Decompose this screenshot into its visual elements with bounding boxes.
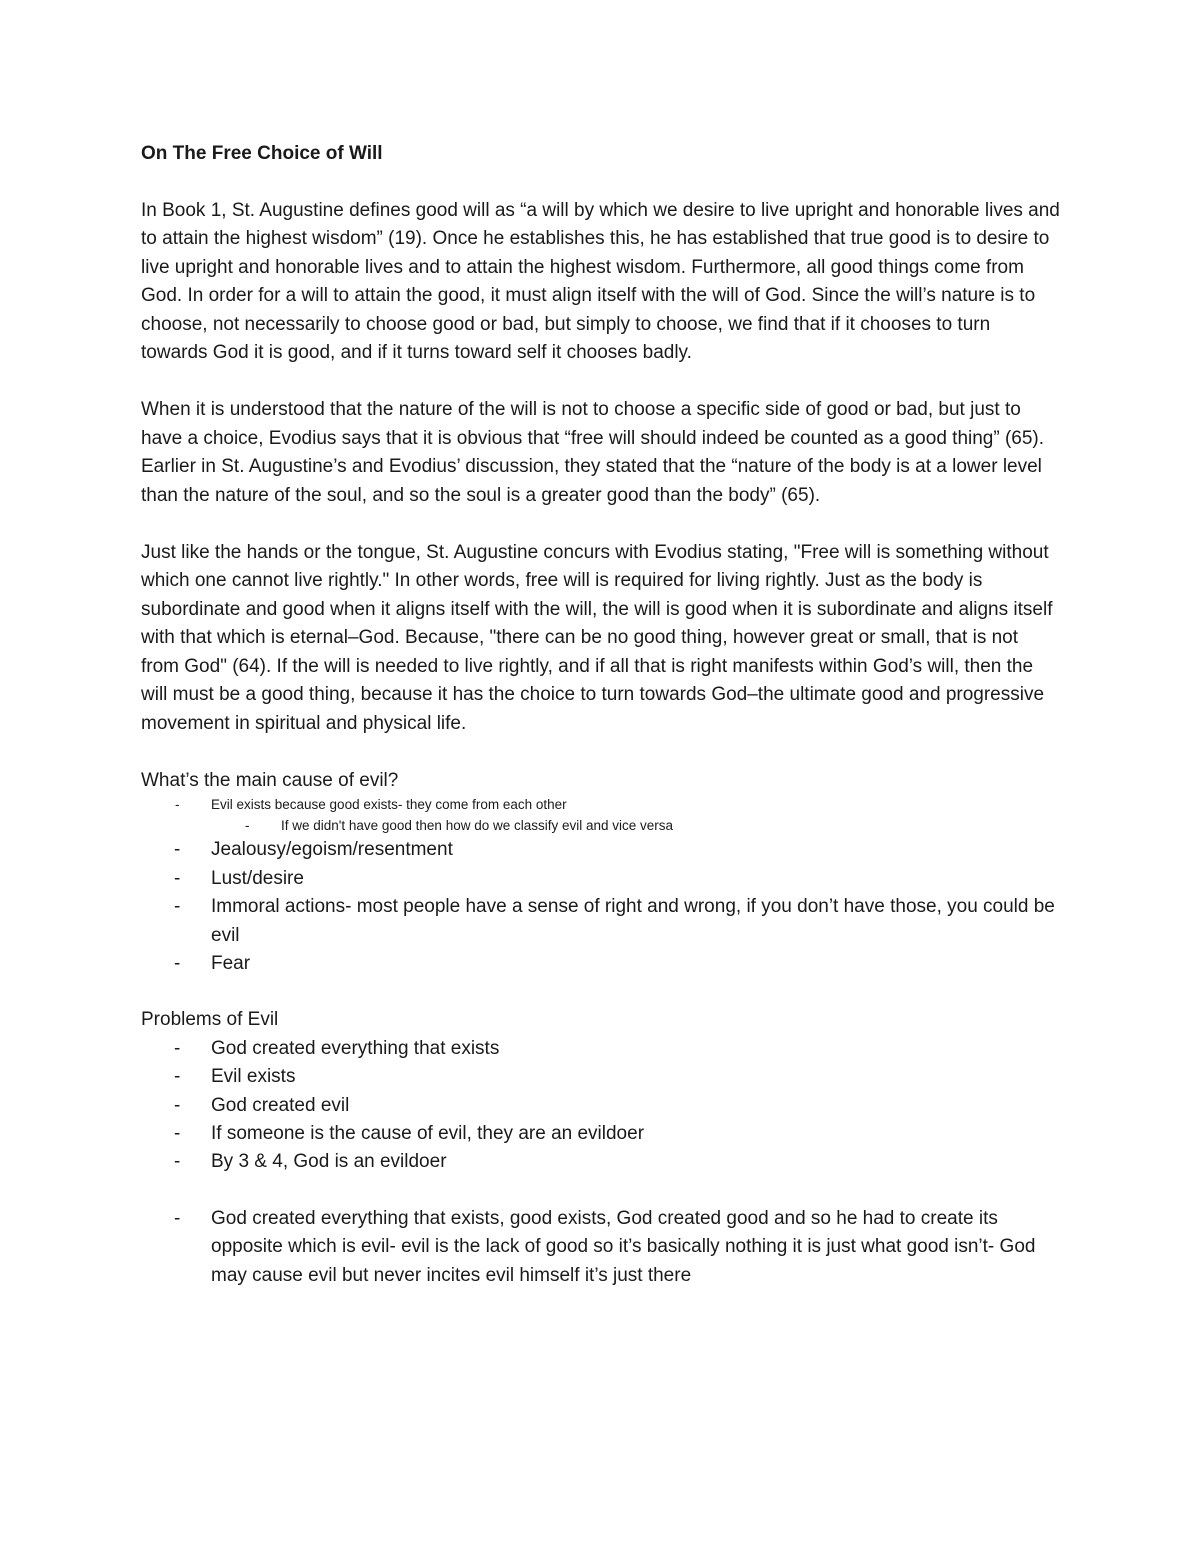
list-item-text: Immoral actions- most people have a sense of right and wrong, if you don’t have those, you could be evil — [211, 896, 1055, 946]
list-item — [141, 1063, 1061, 1091]
conclusion-list — [141, 1205, 1061, 1290]
dash-bullet: - — [174, 952, 181, 974]
list-item — [141, 1035, 1061, 1063]
list-item-text: Lust/desire — [211, 867, 304, 889]
document-page — [141, 140, 1061, 1290]
dash-bullet: - — [174, 1094, 181, 1116]
dash-bullet: - — [174, 896, 181, 918]
list-item-text: If someone is the cause of evil, they are an evildoer — [211, 1122, 645, 1144]
paragraph-3: Just like the hands or the tongue, St. Augustine concurs with Evodius stating, "Free will is something without which one cannot live rightly." In other words, free will is required for living rightly. Just as the body is subordinate and good when it aligns itself with the will, the will is good when it is subordinate and aligns itself with that which is eternal–God. Because, "there can be no good thing, however great or small, that is not from God" (64). If the will is needed to live rightly, and if all that is right manifests within God’s will, then the will must be a good thing, because it has the choice to turn towards God–the ultimate good and progressive movement in spiritual and physical life. — [141, 542, 1053, 734]
dash-bullet: - — [174, 1066, 181, 1088]
list-item-text: Evil exists because good exists- they come from each other — [211, 797, 567, 813]
dash-bullet: - — [174, 1207, 181, 1229]
dash-bullet: - — [174, 867, 181, 889]
list-item — [141, 1092, 1061, 1120]
list-item — [141, 815, 1061, 836]
list-item — [141, 950, 1061, 978]
list-item-text: God created evil — [211, 1094, 350, 1116]
list-item — [141, 1205, 1061, 1290]
problems-list — [141, 1035, 1061, 1177]
list-item — [141, 1148, 1061, 1176]
list-item-text: If we didn't have good then how do we classify evil and vice versa — [281, 818, 674, 834]
dash-bullet: - — [245, 818, 250, 834]
spacer — [141, 978, 1061, 1006]
list-item-text: Jealousy/egoism/resentment — [211, 839, 453, 861]
paragraph-1: In Book 1, St. Augustine defines good will as “a will by which we desire to live upright and honorable lives and to attain the highest wisdom” (19). Once he establishes this, he has established that true good is to desire to live upright and honorable lives and to attain the highest wisdom. Furthermore, all good things come from God. In order for a will to attain the good, it must align itself with the will of God. Since the will’s nature is to choose, not necessarily to choose good or bad, but simply to choose, we find that if it chooses to turn towards God it is good, and if it turns toward self it chooses badly. — [141, 200, 1060, 364]
list-item-text: Fear — [211, 952, 251, 974]
list-item — [141, 795, 1061, 815]
dash-bullet: - — [174, 1037, 181, 1059]
list-item-text: By 3 & 4, God is an evildoer — [211, 1151, 447, 1173]
dash-bullet: - — [174, 1122, 181, 1144]
list-item-text: God created everything that exists, good exists, God created good and so he had to create its opposite which is evil- evil is the lack of good so it’s basically nothing it is just what good isn’t- God may cause evil but never incites evil himself it’s just there — [211, 1207, 1036, 1286]
list-item — [141, 893, 1061, 950]
list-item — [141, 1120, 1061, 1148]
evil-cause-list — [141, 795, 1061, 978]
dash-bullet: - — [174, 839, 181, 861]
spacer — [141, 1177, 1061, 1205]
dash-bullet: - — [175, 797, 180, 813]
list-item-text: God created everything that exists — [211, 1037, 500, 1059]
problems-heading: Problems of Evil — [141, 1009, 279, 1031]
evil-cause-heading: What’s the main cause of evil? — [141, 769, 399, 791]
list-item — [141, 865, 1061, 893]
paragraph-2: When it is understood that the nature of the will is not to choose a specific side of good or bad, but just to have a choice, Evodius says that it is obvious that “free will should indeed be counted as a good thing” (65). Earlier in St. Augustine’s and Evodius’ discussion, they stated that the “nature of the body is at a lower level than the nature of the soul, and so the soul is a greater good than the body” (65). — [141, 399, 1045, 506]
list-item — [141, 836, 1061, 864]
document-title: On The Free Choice of Will — [141, 143, 383, 164]
list-item-text: Evil exists — [211, 1066, 296, 1088]
dash-bullet: - — [174, 1151, 181, 1173]
